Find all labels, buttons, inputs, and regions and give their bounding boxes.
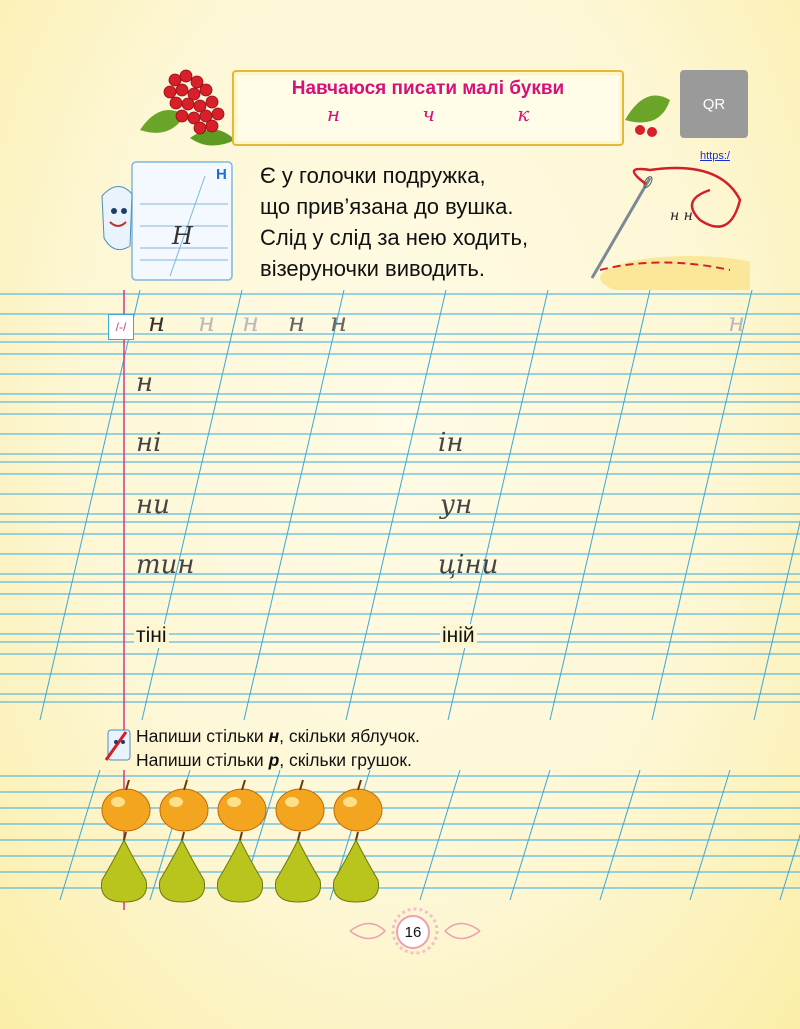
stroke-guide-icon: /-/	[108, 314, 134, 340]
notebook-illustration	[100, 156, 240, 286]
notebook-letter-cursive: Н	[172, 222, 193, 250]
practice-word: ун	[440, 490, 473, 520]
rule-line	[600, 770, 640, 900]
practice-word-print: іній	[442, 624, 475, 647]
lesson-letters: н ч к	[326, 102, 568, 126]
model-letter: н	[148, 308, 166, 338]
task-instructions	[136, 724, 420, 772]
poem-line: візеруночки виводить.	[260, 256, 485, 281]
leaf-icon	[620, 80, 680, 140]
practice-word: ціни	[438, 550, 499, 580]
task-line-2: Напиши стільки р, скільки грушок.	[136, 750, 412, 770]
notebook-letter-upper: Н	[216, 166, 227, 183]
trace-letter: н	[198, 308, 216, 338]
dotted-letter: н	[330, 308, 348, 338]
needle-thread-icon	[580, 160, 750, 290]
writing-grid	[0, 290, 800, 730]
rule-line	[690, 770, 730, 900]
apple-icon	[102, 780, 150, 831]
apple-icon	[218, 780, 266, 831]
page-number: 16	[396, 915, 430, 949]
pear-icon	[159, 832, 204, 902]
rule-line	[420, 770, 460, 900]
poem-line: Слід у слід за нею ходить,	[260, 225, 529, 250]
poem-line: Є у голочки подружка,	[260, 163, 486, 188]
svg-text:н н: н н	[670, 208, 693, 224]
practice-word: ни	[136, 490, 170, 520]
qr-code[interactable]: QR	[680, 70, 748, 138]
pear-icon	[217, 832, 262, 902]
practice-word: ні	[136, 428, 162, 458]
trace-letter: н	[728, 308, 746, 338]
practice-word: ін	[438, 428, 464, 458]
poem-line: що прив’язана до вушка.	[260, 194, 514, 219]
pencil-character-icon	[104, 726, 134, 764]
apple-icon	[334, 780, 382, 831]
rule-line	[510, 770, 550, 900]
practice-word-print: тіні	[136, 624, 167, 647]
resource-link[interactable]: https:/	[700, 150, 730, 162]
practice-word: н	[136, 368, 154, 398]
pear-icon	[101, 832, 146, 902]
apple-icon	[160, 780, 208, 831]
rule-line	[60, 770, 100, 900]
apple-icon	[276, 780, 324, 831]
practice-word: тин	[136, 550, 195, 580]
lesson-title-banner	[232, 70, 624, 146]
poem	[260, 160, 528, 284]
fruit-counting-area	[0, 770, 800, 910]
rule-line	[780, 770, 800, 900]
task-line-1: Напиши стільки н, скільки яблучок.	[136, 726, 420, 746]
pear-icon	[275, 832, 320, 902]
lesson-title: Навчаюся писати малі букви	[291, 78, 565, 99]
dotted-letter: н	[288, 308, 308, 338]
trace-letter: н	[242, 308, 260, 338]
viburnum-berries-icon	[130, 60, 240, 150]
